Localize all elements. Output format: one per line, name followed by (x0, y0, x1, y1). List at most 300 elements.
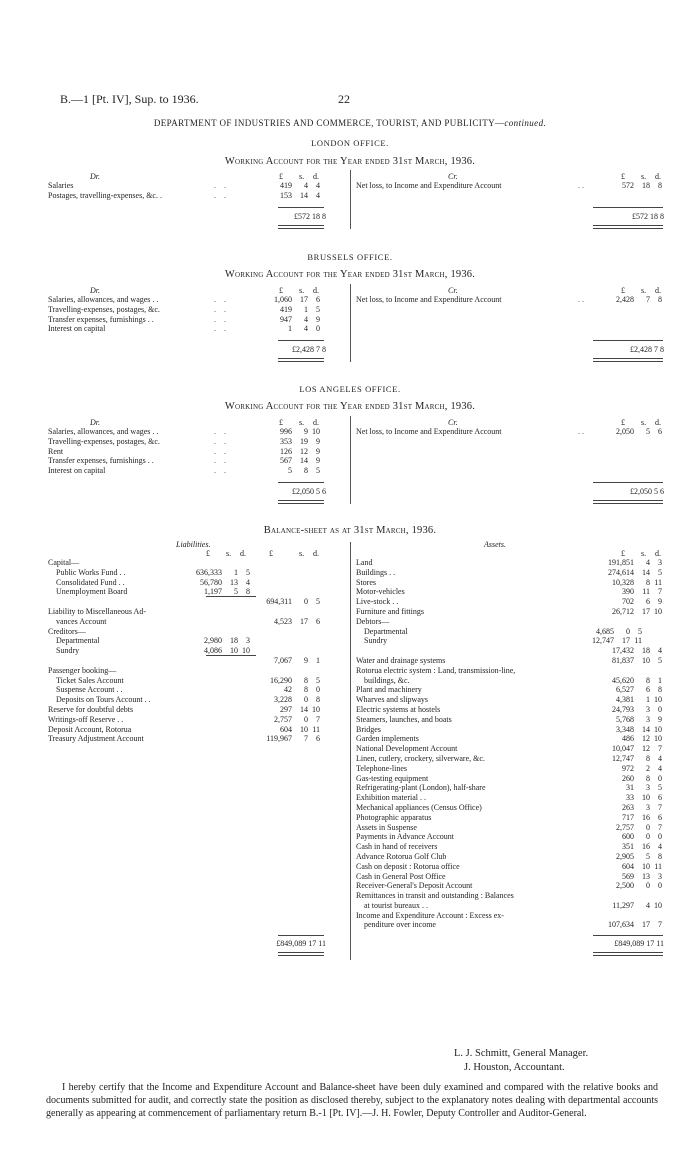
asset-row (350, 823, 700, 833)
asset-label: Wharves and slipways (356, 695, 428, 705)
s-label: s. (299, 172, 305, 181)
amount-pence: 6 (316, 734, 320, 744)
asset-row (350, 607, 700, 617)
double-rule (593, 358, 663, 362)
amount-pounds: 297 (280, 704, 292, 714)
liability-row (0, 656, 350, 666)
asset-label: Exhibition material . . (356, 793, 426, 803)
asset-label: Sundry (364, 636, 388, 646)
liability-row (0, 725, 350, 735)
cr-amount-pounds: 2,428 (616, 295, 634, 304)
amount-pounds: 996 (280, 427, 292, 436)
amount-pence: 4 (658, 646, 662, 656)
asset-label: Telephone-lines (356, 763, 407, 773)
asset-row (350, 636, 700, 646)
amount-pounds: 260 (622, 773, 634, 783)
asset-row (350, 676, 700, 686)
amount-pence: 7 (658, 920, 662, 930)
liability-row (0, 587, 350, 597)
sub-amount-shillings: 1 (234, 567, 238, 577)
asset-row (350, 901, 700, 911)
amount-shillings: 14 (300, 190, 308, 200)
amount-pence: 11 (312, 724, 320, 734)
amount-pounds: 119,967 (266, 734, 292, 744)
liability-row (0, 666, 350, 676)
amount-pence: 0 (658, 832, 662, 842)
asset-label: Water and drainage systems (356, 655, 446, 665)
asset-label: Income and Expenditure Account : Excess ex- (356, 910, 504, 920)
sum-rule (278, 482, 324, 483)
sub-amount-pounds: 12,747 (592, 636, 614, 646)
asset-label: at tourist bureaux . . (364, 900, 428, 910)
amount-pounds: 17,432 (612, 646, 634, 656)
sub-amount-pence: 8 (246, 587, 250, 597)
amount-pence: 0 (658, 773, 662, 783)
liabilities-rows (0, 558, 350, 744)
liability-label: Reserve for doubtful debts (48, 704, 134, 714)
sub-amount-shillings: 17 (622, 636, 630, 646)
asset-row (350, 617, 700, 627)
liability-label: Consolidated Fund . . (56, 577, 125, 587)
amount-pounds: 4,523 (274, 616, 292, 626)
pound-label: £ (621, 172, 625, 181)
amount-pounds: 11,297 (612, 900, 634, 910)
sub-amount-pounds: 2,980 (204, 636, 222, 646)
dr-label: Dr. (90, 286, 101, 295)
dot-leader: . . (214, 190, 229, 200)
sub-amount-pounds: 56,780 (200, 577, 222, 587)
dr-item-label: Travelling-expenses, postages, &c. (48, 436, 160, 446)
asset-label: Cash in General Post Office (356, 871, 446, 881)
pound-label: £ (279, 418, 283, 427)
asset-label: Cash on deposit : Rotorua office (356, 861, 460, 871)
amount-pence: 5 (316, 466, 320, 476)
amount-pounds: 353 (280, 436, 292, 446)
double-rule (593, 500, 663, 504)
cr-amount-pence: 8 (658, 181, 662, 190)
pound-label: £ (621, 549, 625, 558)
dot-leader: . . (214, 314, 229, 324)
assets-rows (350, 558, 700, 930)
sum-rule (593, 340, 663, 341)
asset-row (350, 920, 700, 930)
amount-shillings: 10 (642, 793, 650, 803)
asset-row (350, 891, 700, 901)
asset-label: penditure over income (364, 920, 436, 930)
asset-row (350, 813, 700, 823)
amount-shillings: 16 (642, 842, 650, 852)
amount-shillings: 5 (646, 851, 650, 861)
d-label: d. (655, 286, 661, 295)
amount-shillings: 8 (646, 773, 650, 783)
asset-row (350, 578, 700, 588)
amount-shillings: 4 (646, 900, 650, 910)
asset-label: buildings, &c. (364, 675, 410, 685)
amount-pounds: 604 (280, 724, 292, 734)
liability-row (0, 636, 350, 646)
asset-row (350, 862, 700, 872)
asset-label: Payments in Advance Account (356, 832, 454, 842)
asset-row (350, 725, 700, 735)
amount-pence: 4 (658, 763, 662, 773)
amount-pence: 10 (312, 427, 320, 436)
liability-row (0, 607, 350, 617)
amount-pounds: 7,067 (274, 655, 292, 665)
amount-shillings: 3 (646, 802, 650, 812)
amount-shillings: 16 (642, 812, 650, 822)
amount-shillings: 0 (646, 822, 650, 832)
amount-pence: 4 (316, 181, 320, 190)
amount-pounds: 569 (622, 871, 634, 881)
amount-shillings: 14 (300, 704, 308, 714)
pound-label: £ (621, 418, 625, 427)
amount-pounds: 5 (288, 466, 292, 476)
amount-pounds: 12,747 (612, 753, 634, 763)
asset-row (350, 646, 700, 656)
asset-label: Steamers, launches, and boats (356, 714, 452, 724)
amount-pence: 6 (658, 793, 662, 803)
liability-label: Deposit Account, Rotorua (48, 724, 132, 734)
liability-label: Unemployment Board (56, 587, 128, 597)
amount-pounds: 81,837 (612, 655, 634, 665)
brussels-office-title: BRUSSELS OFFICE. (307, 252, 393, 262)
amount-pence: 0 (658, 881, 662, 891)
amount-pounds: 5,768 (616, 714, 634, 724)
asset-row (350, 705, 700, 715)
asset-label: National Development Account (356, 744, 458, 754)
amount-pence: 5 (658, 783, 662, 793)
audit-certification: I hereby certify that the Income and Expenditure Account and Balance-sheet have been duly examined and compared with the relative books and documents submitted for audit, and correctly state the position as disclosed thereby, subject to the explanatory notes dealing with departmental accounts generally as appearing at commencement of parliamentary return B.-1 [Pt. IV].—J. H. Fowler, Deputy Controller and Auditor-General. (46, 1082, 658, 1119)
amount-shillings: 12 (300, 446, 308, 456)
column-separator (350, 170, 351, 229)
asset-label: Electric systems at hostels (356, 704, 441, 714)
amount-shillings: 8 (304, 466, 308, 476)
sum-rule (593, 482, 663, 483)
amount-pounds: 24,793 (612, 704, 634, 714)
liability-row (0, 646, 350, 656)
sub-amount-pounds: 4,086 (204, 646, 222, 656)
amount-pence: 0 (316, 685, 320, 695)
s-label: s. (641, 286, 647, 295)
amount-pence: 11 (654, 577, 662, 587)
brussels-working-account-caption: Working Account for the Year ended 31st March, 1936. (224, 269, 476, 280)
series-reference: B.—1 [Pt. IV], Sup. to 1936. (60, 92, 199, 106)
sum-rule (278, 340, 324, 341)
asset-label: Motor-vehicles (356, 587, 405, 597)
sum-rule (278, 207, 324, 208)
asset-label: Live-stock . . (356, 597, 399, 607)
amount-pence: 6 (658, 812, 662, 822)
amount-pence: 9 (658, 597, 662, 607)
cr-amount-pounds: 572 (622, 181, 634, 190)
asset-row (350, 627, 700, 637)
liability-label: Ticket Sales Account (56, 675, 124, 685)
amount-pence: 3 (658, 558, 662, 567)
asset-label: Receiver-General's Deposit Account (356, 881, 473, 891)
amount-shillings: 1 (304, 304, 308, 314)
dr-total: £572 18 8 (294, 211, 326, 221)
dot-leader: . . (578, 427, 584, 436)
liability-label: Public Works Fund . . (56, 567, 126, 577)
dr-total: £2,050 5 6 (292, 487, 326, 496)
cr-amount-pence: 6 (658, 427, 662, 436)
liability-row (0, 734, 350, 744)
amount-pence: 9 (316, 456, 320, 466)
amount-pence: 4 (658, 753, 662, 763)
dot-leader: . . (214, 295, 229, 304)
cr-amount-shillings: 5 (646, 427, 650, 436)
sub-amount-shillings: 5 (234, 587, 238, 597)
liabilities-heading: Liabilities. (176, 540, 211, 549)
asset-row (350, 872, 700, 882)
s-label: s. (641, 172, 647, 181)
amount-shillings: 4 (304, 314, 308, 324)
cr-label: Cr. (448, 418, 458, 427)
amount-pounds: 2,757 (616, 822, 634, 832)
amount-pounds: 45,620 (612, 675, 634, 685)
s-label: s. (226, 549, 232, 558)
amount-pence: 5 (658, 567, 662, 577)
amount-shillings: 8 (304, 675, 308, 685)
liability-row (0, 715, 350, 725)
amount-shillings: 3 (646, 704, 650, 714)
sub-amount-shillings: 10 (230, 646, 238, 656)
amount-shillings: 14 (300, 456, 308, 466)
sub-amount-pounds: 4,685 (596, 626, 614, 636)
sub-amount-pence: 5 (638, 626, 642, 636)
amount-shillings: 9 (304, 655, 308, 665)
double-rule (278, 500, 324, 504)
asset-label: Refrigerating-plant (London), half-share (356, 783, 486, 793)
amount-pounds: 486 (622, 734, 634, 744)
asset-label: Mechanical appliances (Census Office) (356, 802, 482, 812)
d-label: d. (655, 549, 661, 558)
amount-pounds: 10,328 (612, 577, 634, 587)
amount-shillings: 11 (642, 587, 650, 597)
amount-pence: 11 (654, 861, 662, 871)
amount-shillings: 10 (642, 655, 650, 665)
liability-row (0, 705, 350, 715)
column-separator (350, 284, 351, 362)
amount-shillings: 0 (304, 597, 308, 607)
amount-pence: 9 (316, 314, 320, 324)
amount-pounds: 33 (626, 793, 634, 803)
sub-amount-pence: 3 (246, 636, 250, 646)
sub-amount-pence: 4 (246, 577, 250, 587)
d-label: d. (313, 418, 319, 427)
amount-pence: 3 (658, 871, 662, 881)
amount-pounds: 4,381 (616, 695, 634, 705)
dr-item-label: Salaries, allowances, and wages . . (48, 295, 159, 304)
asset-label: Stores (356, 577, 376, 587)
amount-pounds: 947 (280, 314, 292, 324)
s-label: s. (641, 418, 647, 427)
asset-label: Buildings . . (356, 567, 396, 577)
amount-shillings: 6 (646, 685, 650, 695)
asset-row (350, 803, 700, 813)
amount-shillings: 2 (646, 763, 650, 773)
amount-pence: 8 (316, 695, 320, 705)
amount-pounds: 6,527 (616, 685, 634, 695)
amount-shillings: 18 (642, 646, 650, 656)
s-label: s. (299, 286, 305, 295)
asset-label: Linen, cutlery, crockery, silverware, &c. (356, 753, 485, 763)
dot-leader: . . (578, 295, 584, 304)
amount-pence: 5 (658, 655, 662, 665)
asset-label: Garden implements (356, 734, 419, 744)
sum-rule (593, 935, 663, 936)
amount-shillings: 12 (642, 734, 650, 744)
s-label: s. (641, 549, 647, 558)
asset-label: Land (356, 558, 373, 567)
amount-pounds: 694,311 (266, 597, 292, 607)
dot-leader: . . (214, 456, 229, 466)
amount-pence: 10 (312, 704, 320, 714)
d-label: d. (655, 418, 661, 427)
amount-pence: 9 (658, 714, 662, 724)
amount-pence: 4 (658, 842, 662, 852)
asset-row (350, 852, 700, 862)
dr-item-label: Interest on capital (48, 324, 106, 334)
amount-shillings: 8 (646, 675, 650, 685)
amount-shillings: 4 (304, 181, 308, 190)
dot-leader: . . (214, 466, 229, 476)
amount-pence: 5 (316, 597, 320, 607)
sub-amount-shillings: 13 (230, 577, 238, 587)
cr-total: £2,050 5 6 (630, 487, 664, 496)
dot-leader: . . (214, 304, 229, 314)
asset-row (350, 911, 700, 921)
sub-amount-pence: 5 (246, 567, 250, 577)
amount-pounds: 567 (280, 456, 292, 466)
dot-leader: . . (578, 181, 584, 190)
pound-label: £ (279, 172, 283, 181)
pound-label: £ (269, 549, 273, 558)
d-label: d. (313, 549, 319, 558)
amount-pence: 9 (316, 446, 320, 456)
liability-label: Writings-off Reserve . . (48, 714, 124, 724)
sub-amount-pounds: 1,197 (204, 587, 222, 597)
liability-label: Capital— (48, 558, 80, 567)
asset-label: Bridges (356, 724, 381, 734)
asset-row (350, 832, 700, 842)
dr-item-label: Salaries (48, 181, 74, 190)
dot-leader: . . (214, 324, 229, 334)
dr-label: Dr. (90, 172, 101, 181)
asset-label: Plant and machinery (356, 685, 422, 695)
amount-pounds: 2,905 (616, 851, 634, 861)
amount-shillings: 4 (646, 558, 650, 567)
dot-leader: . . (214, 446, 229, 456)
london-working-account-caption: Working Account for the Year ended 31st March, 1936. (224, 156, 476, 167)
amount-shillings: 17 (300, 616, 308, 626)
column-separator (350, 416, 351, 504)
amount-shillings: 14 (642, 724, 650, 734)
amount-pounds: 10,047 (612, 744, 634, 754)
liability-label: Sundry (56, 646, 80, 656)
net-loss-label: Net loss, to Income and Expenditure Account (356, 181, 502, 190)
asset-row (350, 881, 700, 891)
liability-row (0, 695, 350, 705)
asset-row (350, 597, 700, 607)
liability-row (0, 558, 350, 568)
liability-label: Liability to Miscellaneous Ad- (48, 606, 146, 616)
liability-row (0, 685, 350, 695)
amount-pounds: 2,757 (274, 714, 292, 724)
asset-label: Gas-testing equipment (356, 773, 429, 783)
amount-shillings: 6 (646, 597, 650, 607)
amount-shillings: 8 (646, 753, 650, 763)
amount-pence: 4 (316, 190, 320, 200)
asset-row (350, 695, 700, 705)
double-rule (593, 225, 663, 229)
cr-amount-pounds: 2,050 (616, 427, 634, 436)
asset-row (350, 666, 700, 676)
cr-amount-pence: 8 (658, 295, 662, 304)
asset-row (350, 568, 700, 578)
amount-shillings: 17 (300, 295, 308, 304)
amount-pence: 9 (316, 436, 320, 446)
amount-shillings: 17 (642, 606, 650, 616)
double-rule (278, 952, 324, 956)
amount-shillings: 4 (304, 324, 308, 334)
amount-shillings: 0 (646, 832, 650, 842)
asset-label: Photographic apparatus (356, 812, 432, 822)
amount-pounds: 153 (280, 190, 292, 200)
asset-label: Advance Rotorua Golf Club (356, 851, 447, 861)
cr-amount-shillings: 7 (646, 295, 650, 304)
amount-shillings: 1 (646, 695, 650, 705)
sub-amount-pence: 10 (242, 646, 250, 656)
amount-pence: 5 (316, 675, 320, 685)
asset-row (350, 754, 700, 764)
amount-pence: 6 (316, 616, 320, 626)
d-label: d. (313, 172, 319, 181)
amount-pence: 10 (654, 606, 662, 616)
asset-label: Debtors— (356, 616, 390, 626)
amount-pounds: 2,500 (616, 881, 634, 891)
d-label: d. (313, 286, 319, 295)
asset-row (350, 764, 700, 774)
cr-amount-shillings: 18 (642, 181, 650, 190)
accountant-signature: J. Houston, Accountant. (464, 1062, 565, 1073)
page-number: 22 (338, 92, 350, 106)
d-label: d. (240, 549, 246, 558)
asset-row (350, 734, 700, 744)
amount-pounds: 717 (622, 812, 634, 822)
amount-pence: 8 (658, 685, 662, 695)
amount-pounds: 274,614 (608, 567, 634, 577)
dr-item-label: Interest on capital (48, 466, 106, 476)
dr-total: £2,428 7 8 (292, 345, 326, 355)
amount-pounds: 16,290 (270, 675, 292, 685)
dr-label: Dr. (90, 418, 101, 427)
amount-shillings: 9 (304, 427, 308, 436)
amount-pence: 6 (316, 295, 320, 304)
asset-label: Remittances in transit and outstanding : Balances (356, 891, 514, 901)
column-separator (350, 542, 351, 960)
dr-item-label: Rent (48, 446, 64, 456)
asset-row (350, 685, 700, 695)
amount-pounds: 191,851 (608, 558, 634, 567)
liability-label: Suspense Account . . (56, 685, 123, 695)
asset-row (350, 715, 700, 725)
los-angeles-office-title: LOS ANGELES OFFICE. (299, 384, 401, 394)
dot-leader: . . (214, 181, 229, 190)
liability-row (0, 676, 350, 686)
amount-pence: 10 (654, 734, 662, 744)
asset-row (350, 842, 700, 852)
